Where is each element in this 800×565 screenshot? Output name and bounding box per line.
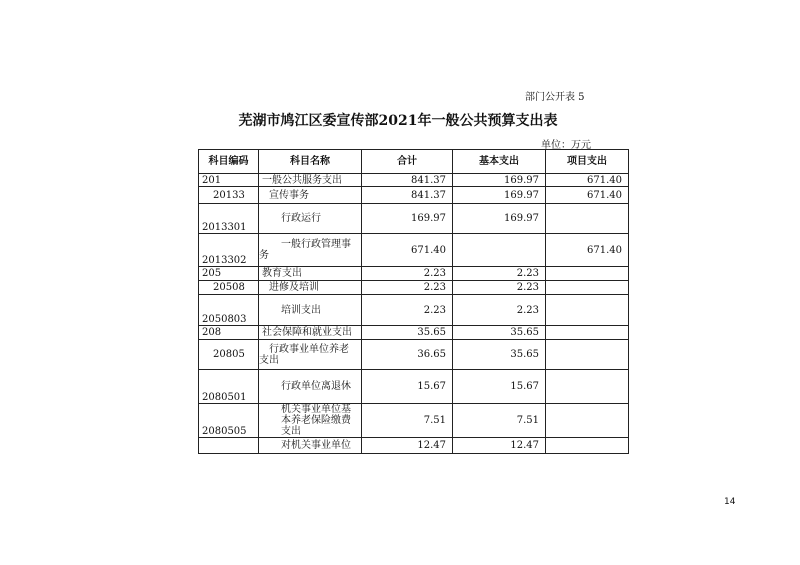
- row-code: 208: [199, 326, 259, 340]
- row-project: [546, 204, 629, 234]
- row-basic: 2.23: [453, 295, 546, 326]
- page-number: 14: [724, 497, 736, 507]
- header-total: 合计: [362, 150, 453, 174]
- table-row: [199, 438, 629, 454]
- row-code: 2013302: [199, 234, 259, 267]
- row-total: 841.37: [362, 174, 453, 187]
- row-project: [546, 438, 629, 454]
- row-name: 行政运行: [259, 204, 362, 234]
- row-basic: 169.97: [453, 204, 546, 234]
- row-basic: 2.23: [453, 281, 546, 295]
- row-code: [199, 438, 259, 454]
- row-basic: 35.65: [453, 340, 546, 370]
- row-project: [546, 340, 629, 370]
- table-row: [199, 234, 629, 267]
- row-code: 20133: [199, 187, 259, 204]
- row-code: 2080501: [199, 370, 259, 404]
- row-project: [546, 267, 629, 281]
- row-code: 2013301: [199, 204, 259, 234]
- row-total: 169.97: [362, 204, 453, 234]
- table-row: [199, 174, 629, 187]
- unit-label: 单位：万元: [541, 140, 591, 151]
- row-code: 2080505: [199, 404, 259, 438]
- row-code: 201: [199, 174, 259, 187]
- row-project: 671.40: [546, 234, 629, 267]
- table-row: [199, 204, 629, 234]
- row-total: 7.51: [362, 404, 453, 438]
- row-basic: 2.23: [453, 267, 546, 281]
- row-basic: 169.97: [453, 174, 546, 187]
- row-name: 行政事业单位养老支出: [259, 340, 362, 370]
- row-code: 2050803: [199, 295, 259, 326]
- row-total: 2.23: [362, 281, 453, 295]
- table-row: [199, 281, 629, 295]
- row-project: [546, 404, 629, 438]
- table-row: [199, 187, 629, 204]
- row-name: 行政单位离退休: [259, 370, 362, 404]
- table-row: [199, 370, 629, 404]
- table-row: [199, 295, 629, 326]
- table-row: [199, 340, 629, 370]
- row-project: [546, 326, 629, 340]
- row-project: [546, 295, 629, 326]
- row-code: 20508: [199, 281, 259, 295]
- row-name: 培训支出: [259, 295, 362, 326]
- row-total: 12.47: [362, 438, 453, 454]
- row-total: 35.65: [362, 326, 453, 340]
- header-project: 项目支出: [546, 150, 629, 174]
- row-project: [546, 281, 629, 295]
- row-total: 2.23: [362, 295, 453, 326]
- row-basic: 15.67: [453, 370, 546, 404]
- table-row: [199, 404, 629, 438]
- row-name: 机关事业单位基本养老保险缴费支出: [259, 404, 362, 438]
- row-name: 宣传事务: [259, 187, 362, 204]
- row-basic: 12.47: [453, 438, 546, 454]
- row-total: 36.65: [362, 340, 453, 370]
- row-total: 2.23: [362, 267, 453, 281]
- row-basic: [453, 234, 546, 267]
- page-title: 芜湖市鸠江区委宣传部2021年一般公共预算支出表: [238, 113, 558, 129]
- budget-table: [198, 149, 629, 454]
- table-row: [199, 267, 629, 281]
- row-name: 进修及培训: [259, 281, 362, 295]
- row-name: 教育支出: [259, 267, 362, 281]
- header-name: 科目名称: [259, 150, 362, 174]
- row-project: 671.40: [546, 174, 629, 187]
- row-basic: 35.65: [453, 326, 546, 340]
- row-name: 社会保障和就业支出: [259, 326, 362, 340]
- table-row: [199, 326, 629, 340]
- table-header-row: [199, 150, 629, 174]
- row-project: [546, 370, 629, 404]
- header-basic: 基本支出: [453, 150, 546, 174]
- row-total: 15.67: [362, 370, 453, 404]
- row-name: 一般公共服务支出: [259, 174, 362, 187]
- row-total: 841.37: [362, 187, 453, 204]
- row-code: 205: [199, 267, 259, 281]
- row-basic: 7.51: [453, 404, 546, 438]
- form-number: 部门公开表 5: [525, 92, 585, 103]
- row-code: 20805: [199, 340, 259, 370]
- row-basic: 169.97: [453, 187, 546, 204]
- row-name: 一般行政管理事务: [259, 234, 362, 267]
- row-total: 671.40: [362, 234, 453, 267]
- row-project: 671.40: [546, 187, 629, 204]
- header-code: 科目编码: [199, 150, 259, 174]
- row-name: 对机关事业单位: [259, 438, 362, 454]
